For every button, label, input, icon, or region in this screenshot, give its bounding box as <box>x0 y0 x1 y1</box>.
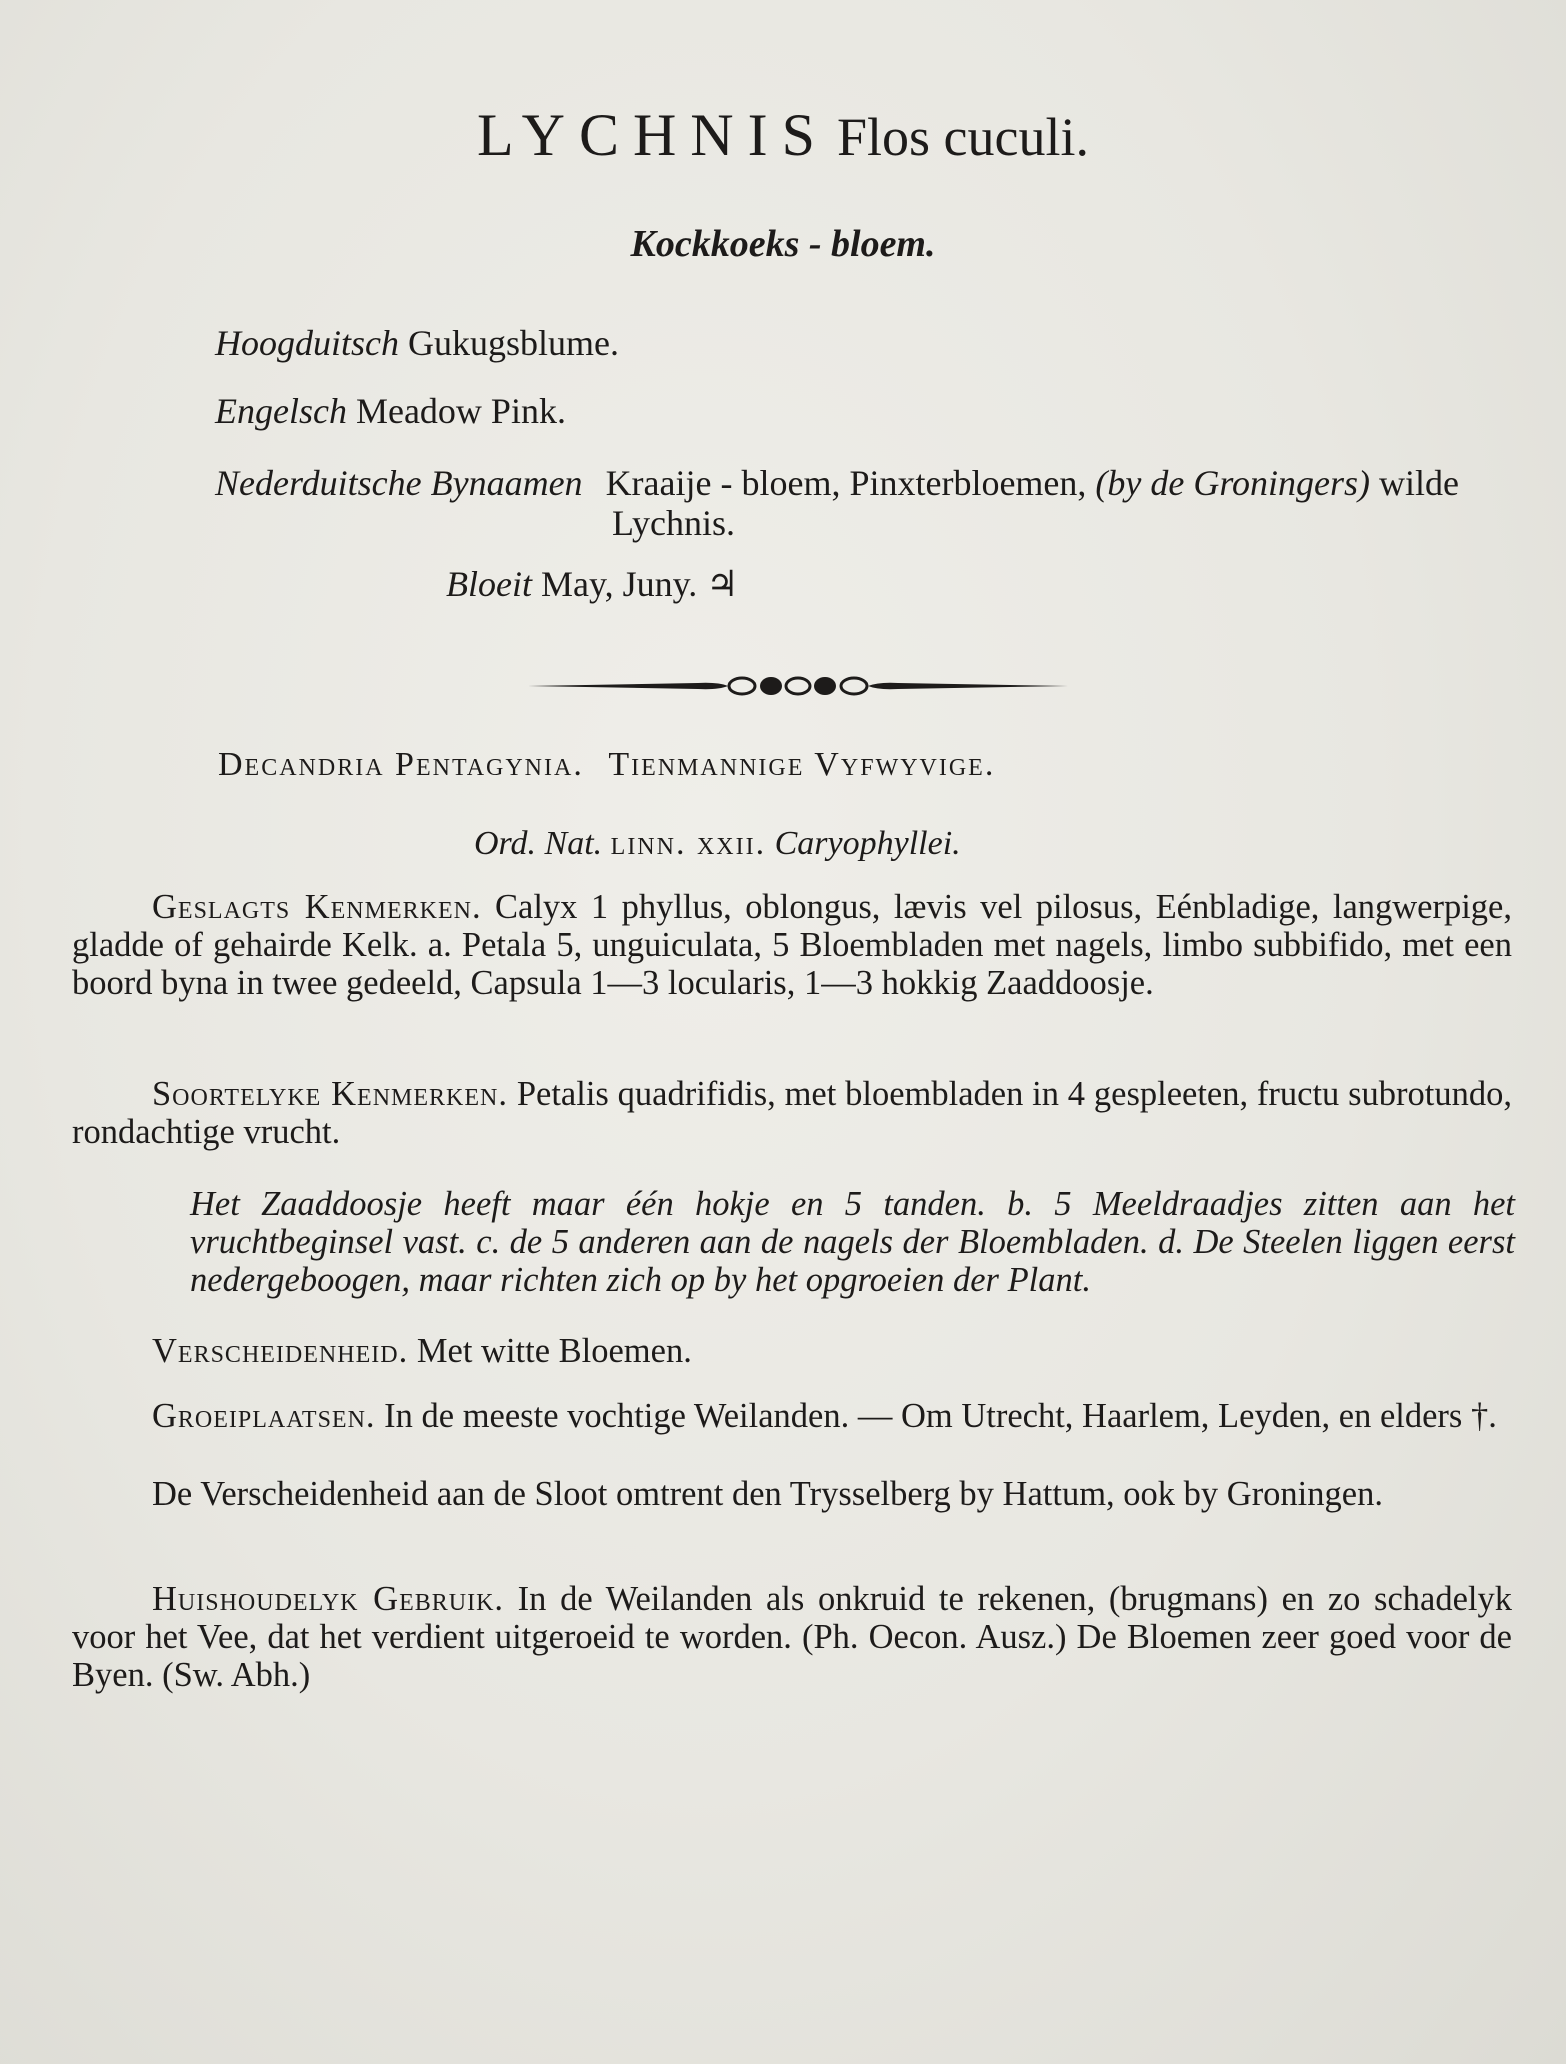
groeiplaatsen-paragraph <box>72 1397 1512 1435</box>
soortelyke-label: Soortelyke Kenmerken. <box>152 1075 509 1113</box>
page-title <box>0 102 1566 168</box>
vernacular-dutch-cont: Lychnis. <box>612 503 735 543</box>
geslagts-paragraph <box>72 888 1512 1002</box>
bloei-label: Bloeit <box>446 564 532 604</box>
common-name: Kockkoeks - bloem. <box>630 223 936 265</box>
ornament-divider <box>528 668 1068 704</box>
bloei-value: May, Juny. ♃ <box>540 564 739 604</box>
soortelyke-text: Petalis quadrifidis, met bloembladen in 4 gespleeten, fructu subrotundo, rondachtige vrucht. <box>72 1075 1513 1151</box>
class-dutch: Tienmannige Vyfwyvige. <box>608 746 996 783</box>
verscheidenheid-label: Verscheidenheid. <box>152 1332 409 1370</box>
groeiplaatsen-paragraph-2: De Verscheidenheid aan de Sloot omtrent den Trysselberg by Hattum, ook by Groningen. <box>152 1475 1383 1513</box>
lang-name-c: wilde <box>1370 463 1460 503</box>
class-latin: Decandria Pentagynia. <box>218 746 584 783</box>
lang-name-b: (by de Groningers) <box>1095 463 1371 503</box>
verscheidenheid-text: Met witte Bloemen. <box>408 1332 692 1370</box>
groeiplaatsen-label: Groeiplaatsen. <box>152 1397 376 1435</box>
vernacular-english <box>215 393 566 429</box>
figure-note: Het Zaaddoosje heeft maar één hokje en 5 tanden. b. 5 Meeldraadjes zitten aan het vruchtbeginsel vast. c. de 5 anderen aan de nagels der Bloembladen. d. De Steelen liggen eerst nedergeboogen, maar richten zich op by het opgroeien der Plant. <box>190 1185 1515 1299</box>
lang-label: Nederduitsche Bynaamen <box>215 463 583 503</box>
genus-name: LYCHNIS <box>476 102 829 168</box>
lang-name-a: Kraaije - bloem, Pinxterbloemen, <box>605 463 1096 503</box>
soortelyke-paragraph <box>72 1075 1512 1151</box>
bloei-line <box>446 566 739 602</box>
order-line <box>474 827 961 861</box>
family-name: Caryophyllei. <box>774 825 961 862</box>
geslagts-text: Calyx 1 phyllus, oblongus, lævis vel pilosus, Eénbladige, langwerpige, gladde of gehairde Kelk. a. Petala 5, unguiculata, 5 Bloembladen met nagels, limbo subbifido, met een boord byna in twee gedeeld, Capsula 1—3 locularis, 1—3 hokkig Zaaddoosje. <box>72 888 1512 1002</box>
vernacular-dutch <box>215 465 1459 501</box>
order-value: linn. xxii. <box>610 825 767 862</box>
classification-line <box>218 748 995 782</box>
geslagts-label: Geslagts Kenmerken. <box>152 888 482 926</box>
order-label: Ord. Nat. <box>474 825 603 862</box>
vernacular-german <box>215 325 619 361</box>
lang-name: Gukugsblume. <box>408 323 619 363</box>
huishoudelyk-text: In de Weilanden als onkruid te rekenen, (brugmans) en zo schadelyk voor het Vee, dat het verdient uitgeroeid te worden. (Ph. Oecon. Ausz.) De Bloemen zeer goed voor de Byen. (Sw. Abh.) <box>72 1580 1512 1694</box>
species-name: Flos cuculi. <box>837 107 1089 167</box>
huishoudelyk-label: Huishoudelyk Gebruik. <box>152 1580 505 1618</box>
verscheidenheid-paragraph <box>72 1332 1512 1370</box>
huishoudelyk-paragraph <box>72 1580 1512 1694</box>
groeiplaatsen-text: In de meeste vochtige Weilanden. — Om Utrecht, Haarlem, Leyden, en elders †. <box>375 1397 1497 1435</box>
lang-label: Hoogduitsch <box>215 323 399 363</box>
lang-name: Meadow Pink. <box>355 391 566 431</box>
lang-label: Engelsch <box>215 391 347 431</box>
